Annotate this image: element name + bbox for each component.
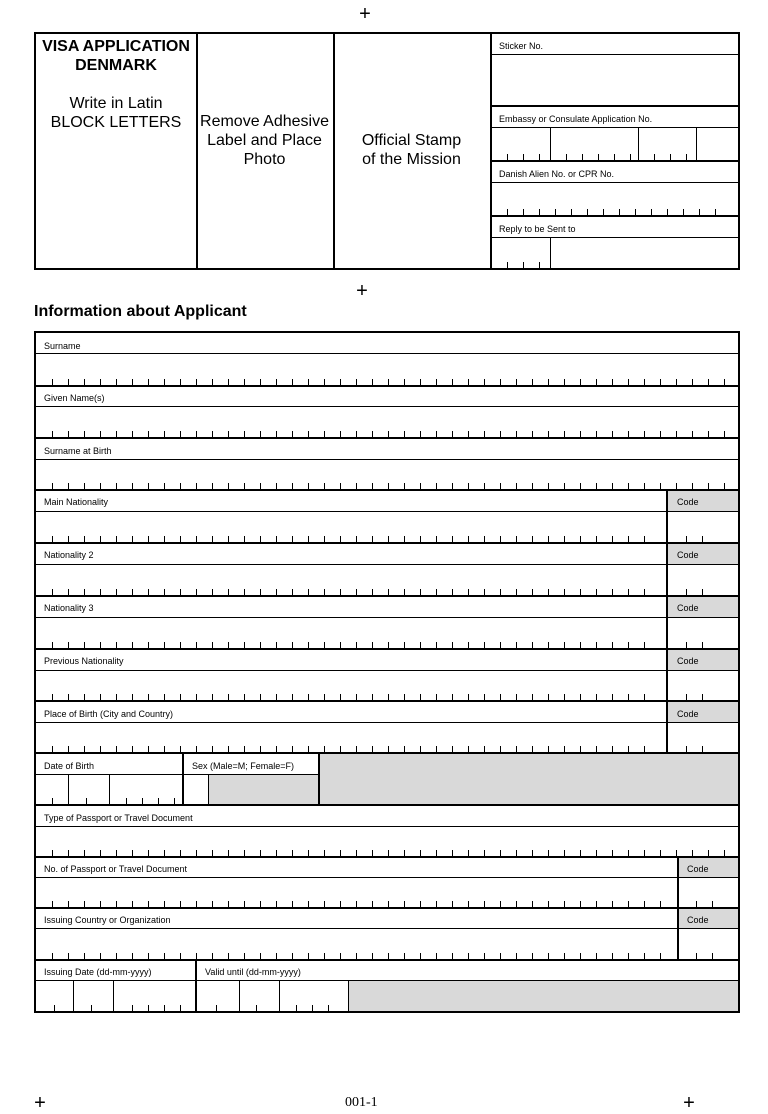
title-cell [36,34,198,268]
stamp-line2: of the Mission [362,151,461,168]
nationality-2-code-label: Code [677,550,699,560]
office-fields [491,34,740,268]
applicant-form [34,331,740,1013]
stamp-cell [333,34,492,268]
photo-cell[interactable] [196,34,335,268]
place-of-birth-label: Place of Birth (City and Country) [44,709,174,719]
passport-number-label: No. of Passport or Travel Document [44,864,188,874]
valid-until-label: Valid until (dd-mm-yyyy) [205,967,301,977]
registration-mark-bottom-right: + [683,1092,695,1114]
passport-type-label: Type of Passport or Travel Document [44,813,193,823]
sticker-label: Sticker No. [499,41,544,51]
main-nationality-code-label: Code [677,497,699,507]
photo-instruction-line3: Photo [243,151,286,168]
surname-at-birth-label: Surname at Birth [44,446,112,456]
form-title-line2: DENMARK [75,57,157,74]
issuing-country-label: Issuing Country or Organization [44,915,171,925]
photo-instruction-line2: Label and Place [207,132,322,149]
main-nationality-label: Main Nationality [44,497,109,507]
header-box [34,32,740,270]
nationality-2-label: Nationality 2 [44,550,94,560]
alien-number-label: Danish Alien No. or CPR No. [499,169,615,179]
photo-instruction-line1: Remove Adhesive [200,113,329,130]
nationality-3-code-label: Code [677,603,699,613]
sex-input[interactable] [184,775,208,804]
given-names-label: Given Name(s) [44,393,105,403]
section-title: Information about Applicant [34,303,247,320]
registration-mark-middle: + [356,280,368,302]
sex-label: Sex (Male=M; Female=F) [192,761,295,771]
issuing-date-label: Issuing Date (dd-mm-yyyy) [44,967,152,977]
sticker-input[interactable] [491,55,740,105]
previous-nationality-label: Previous Nationality [44,656,124,666]
page-number: 001-1 [345,1095,378,1110]
stamp-line1: Official Stamp [361,132,462,149]
nationality-3-label: Nationality 3 [44,603,94,613]
instruction-line2: BLOCK LETTERS [50,114,182,131]
place-of-birth-code-label: Code [677,709,699,719]
surname-label: Surname [44,341,81,351]
reply-label: Reply to be Sent to [499,224,576,234]
instruction-line1: Write in Latin [69,95,163,112]
registration-mark-top: + [359,3,371,25]
passport-number-code-label: Code [687,864,709,874]
issuing-country-code-label: Code [687,915,709,925]
embassy-label: Embassy or Consulate Application No. [499,114,653,124]
previous-nationality-code-label: Code [677,656,699,666]
date-of-birth-label: Date of Birth [44,761,95,771]
form-title-line1: VISA APPLICATION [42,38,190,55]
registration-mark-bottom-left: + [34,1092,46,1114]
